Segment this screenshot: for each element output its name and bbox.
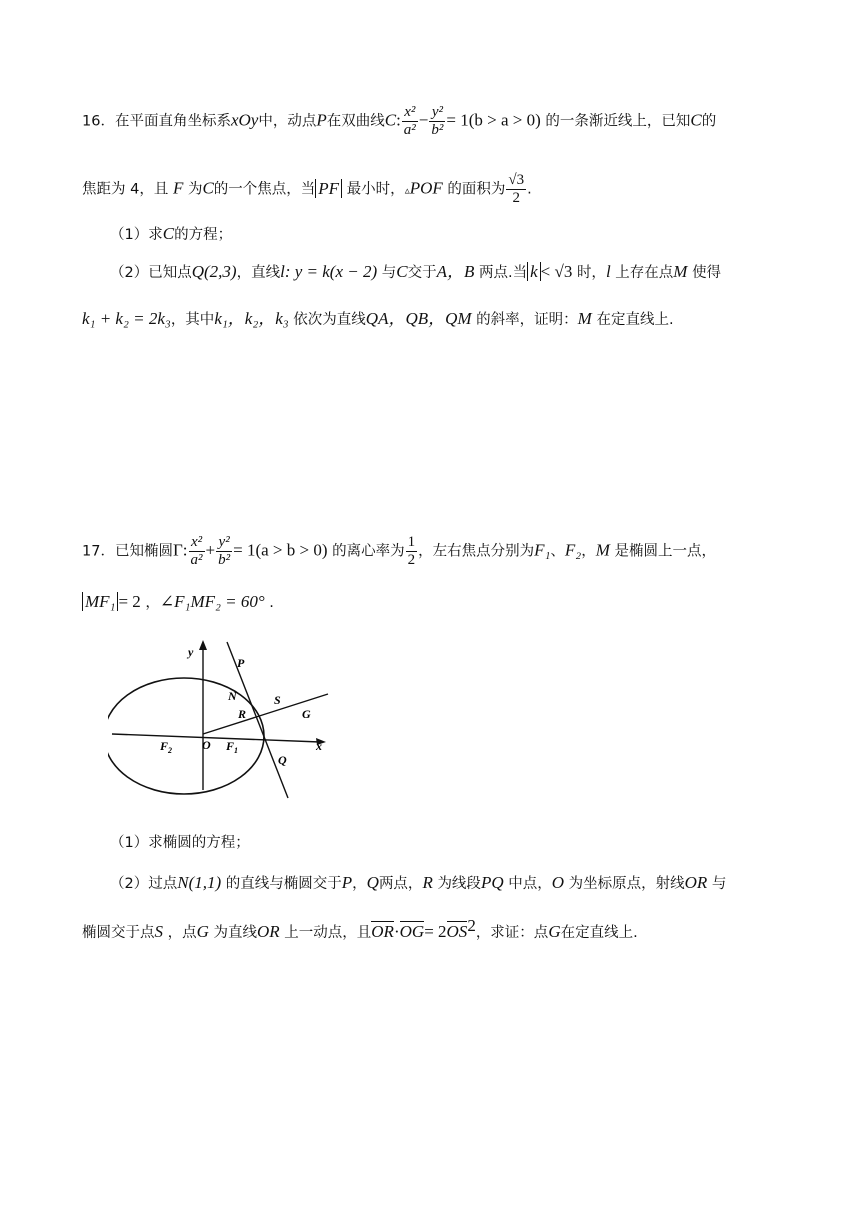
exponent-2: 2 <box>467 916 476 935</box>
math-M: M <box>595 540 610 560</box>
label-F1-sub: 1 <box>234 746 239 755</box>
math-OR: OR <box>684 873 708 892</box>
label-F1 <box>225 739 238 755</box>
p16-text: ，其中 <box>170 312 215 328</box>
y-axis-arrow <box>199 640 207 650</box>
math-lt-sqrt3: < √3 <box>540 262 573 281</box>
p16-text: 在双曲线 <box>326 113 385 130</box>
fraction-sqrt3-2 <box>506 172 526 207</box>
p16-text: 上存在点 <box>615 265 674 281</box>
triangle-symbol: ▵ <box>404 185 410 197</box>
p16-text: 时， <box>576 265 606 281</box>
p17-text: （2）过点 <box>110 876 178 892</box>
math-F: F <box>172 178 184 198</box>
label-G: G <box>302 707 311 721</box>
math-l: l <box>605 262 611 281</box>
p17-text: ， <box>145 595 160 611</box>
vector-OG: OG <box>399 921 425 941</box>
p16-q2-line2 <box>82 309 674 330</box>
math-abs-k: k <box>527 262 541 281</box>
frac-num: √3 <box>508 172 525 188</box>
p17-text: 的离心率为 <box>332 543 405 560</box>
p16-line1 <box>82 104 716 139</box>
fraction-x2-a2 <box>402 104 418 139</box>
label-S: S <box>274 693 281 707</box>
p16-text: （1）求 <box>110 227 163 243</box>
fraction-x2-a2 <box>189 534 205 569</box>
p17-text: ，点 <box>167 924 197 941</box>
math-l: l <box>280 262 285 281</box>
label-R: R <box>238 707 247 721</box>
p17-text: （1）求椭圆的方程； <box>110 835 250 851</box>
math-S: S <box>154 921 163 941</box>
p16-text: 使得 <box>692 265 722 281</box>
p17-text: 的直线与椭圆交于 <box>225 876 342 892</box>
p17-text: ， <box>581 543 596 560</box>
ellipse-curve <box>108 678 264 794</box>
p16-text: （2）已知点 <box>110 265 192 281</box>
math-G: G <box>548 921 561 941</box>
ellipse-figure <box>108 636 340 804</box>
math-Gamma: Γ <box>172 540 183 560</box>
frac-num: y² <box>216 534 232 552</box>
label-F1-main: F <box>226 739 235 753</box>
math-C: C <box>202 178 214 198</box>
p17-line1 <box>82 534 716 569</box>
math-P: P <box>316 110 327 130</box>
line-equation: : y = k(x − 2) <box>284 262 378 281</box>
math-AB: A，B <box>436 262 475 281</box>
p17-number: 17． <box>82 543 115 560</box>
p17-text: ，求证：点 <box>475 924 549 941</box>
fraction-1-2 <box>406 534 418 569</box>
frac-num: x² <box>189 534 205 552</box>
label-Q: Q <box>278 753 287 767</box>
math-C: C <box>690 110 702 130</box>
p16-line2 <box>82 172 532 207</box>
p17-text: 是椭圆上一点， <box>614 543 716 560</box>
p17-q2-line2 <box>82 916 638 943</box>
p16-text: ，直线 <box>236 265 281 281</box>
label-F2 <box>159 739 172 755</box>
fraction-y2-b2 <box>429 104 445 139</box>
math-R: R <box>422 873 433 892</box>
p16-text: 两点.当 <box>479 265 528 281</box>
math-P: P <box>341 873 353 892</box>
p16-text: 焦距为 4，且 <box>82 181 169 198</box>
hyperbola-condition: = 1(b > a > 0) <box>446 110 541 130</box>
math-PQ: PQ <box>480 873 504 892</box>
dot-operator: · <box>393 921 400 941</box>
p17-text: ， <box>352 876 367 892</box>
p16-text: . <box>527 181 532 198</box>
p17-q1 <box>110 833 250 853</box>
p16-text: 中，动点 <box>258 113 317 130</box>
label-F2-sub: 2 <box>168 746 173 755</box>
p16-text: 的 <box>701 113 717 130</box>
p17-text: 、 <box>550 543 565 560</box>
p17-text: 在定直线上. <box>560 924 638 941</box>
p16-text: 的一条渐近线上，已知 <box>545 113 691 130</box>
p17-text: 椭圆交于点 <box>82 924 155 941</box>
math-C: C <box>396 262 408 281</box>
math-lines: QA，QB，QM <box>365 309 472 328</box>
ellipse-condition: = 1(a > b > 0) <box>233 540 328 560</box>
p16-text: 在定直线上. <box>596 312 674 328</box>
fraction-y2-b2 <box>216 534 232 569</box>
math-abs-MF1: MF₁ <box>82 592 118 611</box>
p16-text: 在平面直角坐标系 <box>114 113 231 130</box>
label-F2-main: F <box>160 739 169 753</box>
frac-den: 2 <box>512 190 520 206</box>
p16-text: 的斜率，证明： <box>476 312 578 328</box>
math-Q: Q <box>366 873 379 892</box>
p16-text: 交于 <box>407 265 437 281</box>
label-x: x <box>316 739 322 753</box>
frac-den: b² <box>431 122 444 138</box>
math-G: G <box>196 921 209 941</box>
label-P: P <box>237 656 245 670</box>
frac-num: 1 <box>407 534 416 550</box>
p17-text: 两点， <box>378 876 423 892</box>
math-OR: OR <box>257 921 280 941</box>
math-POF: POF <box>409 178 443 198</box>
frac-num: x² <box>402 104 418 122</box>
slope-equation: k₁ + k₂ = 2k₃ <box>82 309 171 328</box>
label-y: y <box>188 645 194 659</box>
p16-text: 与 <box>381 265 397 281</box>
p16-text: 的方程； <box>174 227 233 243</box>
math-F2: F₂ <box>564 540 582 560</box>
math-xOy: xOy <box>230 110 259 130</box>
p17-text: 为线段 <box>437 876 481 892</box>
vector-OS: OS <box>446 921 468 941</box>
p16-q2-line1 <box>110 262 721 283</box>
p16-text: 的面积为 <box>447 181 506 198</box>
p17-text: 为直线 <box>213 924 257 941</box>
math-F1: F₁ <box>534 540 551 560</box>
p16-number: 16． <box>82 113 115 130</box>
p17-q2-line1 <box>110 873 726 894</box>
math-eq-2: = 2 <box>424 921 447 941</box>
math-eq-2: = 2 <box>118 592 141 611</box>
plus-sign: + <box>205 540 216 560</box>
p16-text: 为 <box>187 181 203 198</box>
math-M: M <box>577 309 592 328</box>
p17-text: . <box>269 595 274 611</box>
math-colon: : <box>396 110 401 130</box>
math-M: M <box>673 262 688 281</box>
math-angle: ∠F₁MF₂ = 60° <box>159 592 265 611</box>
p17-text: 中点， <box>508 876 552 892</box>
p17-text: 为坐标原点，射线 <box>568 876 685 892</box>
frac-den: a² <box>403 122 416 138</box>
p17-text: 与 <box>711 876 727 892</box>
frac-den: a² <box>190 552 203 568</box>
math-N-point: N(1,1) <box>177 873 222 892</box>
math-abs-PF: PF <box>315 179 342 198</box>
vector-OR: OR <box>371 921 394 941</box>
math-C: C <box>384 110 397 130</box>
p17-line2 <box>82 592 274 613</box>
math-colon: : <box>182 540 188 560</box>
frac-num: y² <box>429 104 445 122</box>
label-N: N <box>228 689 237 703</box>
math-Q-point: Q(2,3) <box>191 262 237 281</box>
label-O: O <box>202 738 211 752</box>
p17-text: 已知椭圆 <box>114 543 173 560</box>
math-slopes: k₁，k₂，k₃ <box>214 309 289 328</box>
p17-text: 上一动点，且 <box>284 924 372 941</box>
p16-text: 依次为直线 <box>293 312 366 328</box>
p16-text: 的一个焦点，当 <box>213 181 316 198</box>
frac-den: 2 <box>407 552 416 568</box>
p16-q1 <box>110 224 232 245</box>
p16-text: 最小时， <box>346 181 405 198</box>
frac-den: b² <box>218 552 231 568</box>
minus-sign: − <box>418 110 429 130</box>
p17-text: ，左右焦点分别为 <box>418 543 535 560</box>
math-C: C <box>162 224 175 243</box>
x-axis <box>112 734 320 742</box>
math-O: O <box>551 873 564 892</box>
